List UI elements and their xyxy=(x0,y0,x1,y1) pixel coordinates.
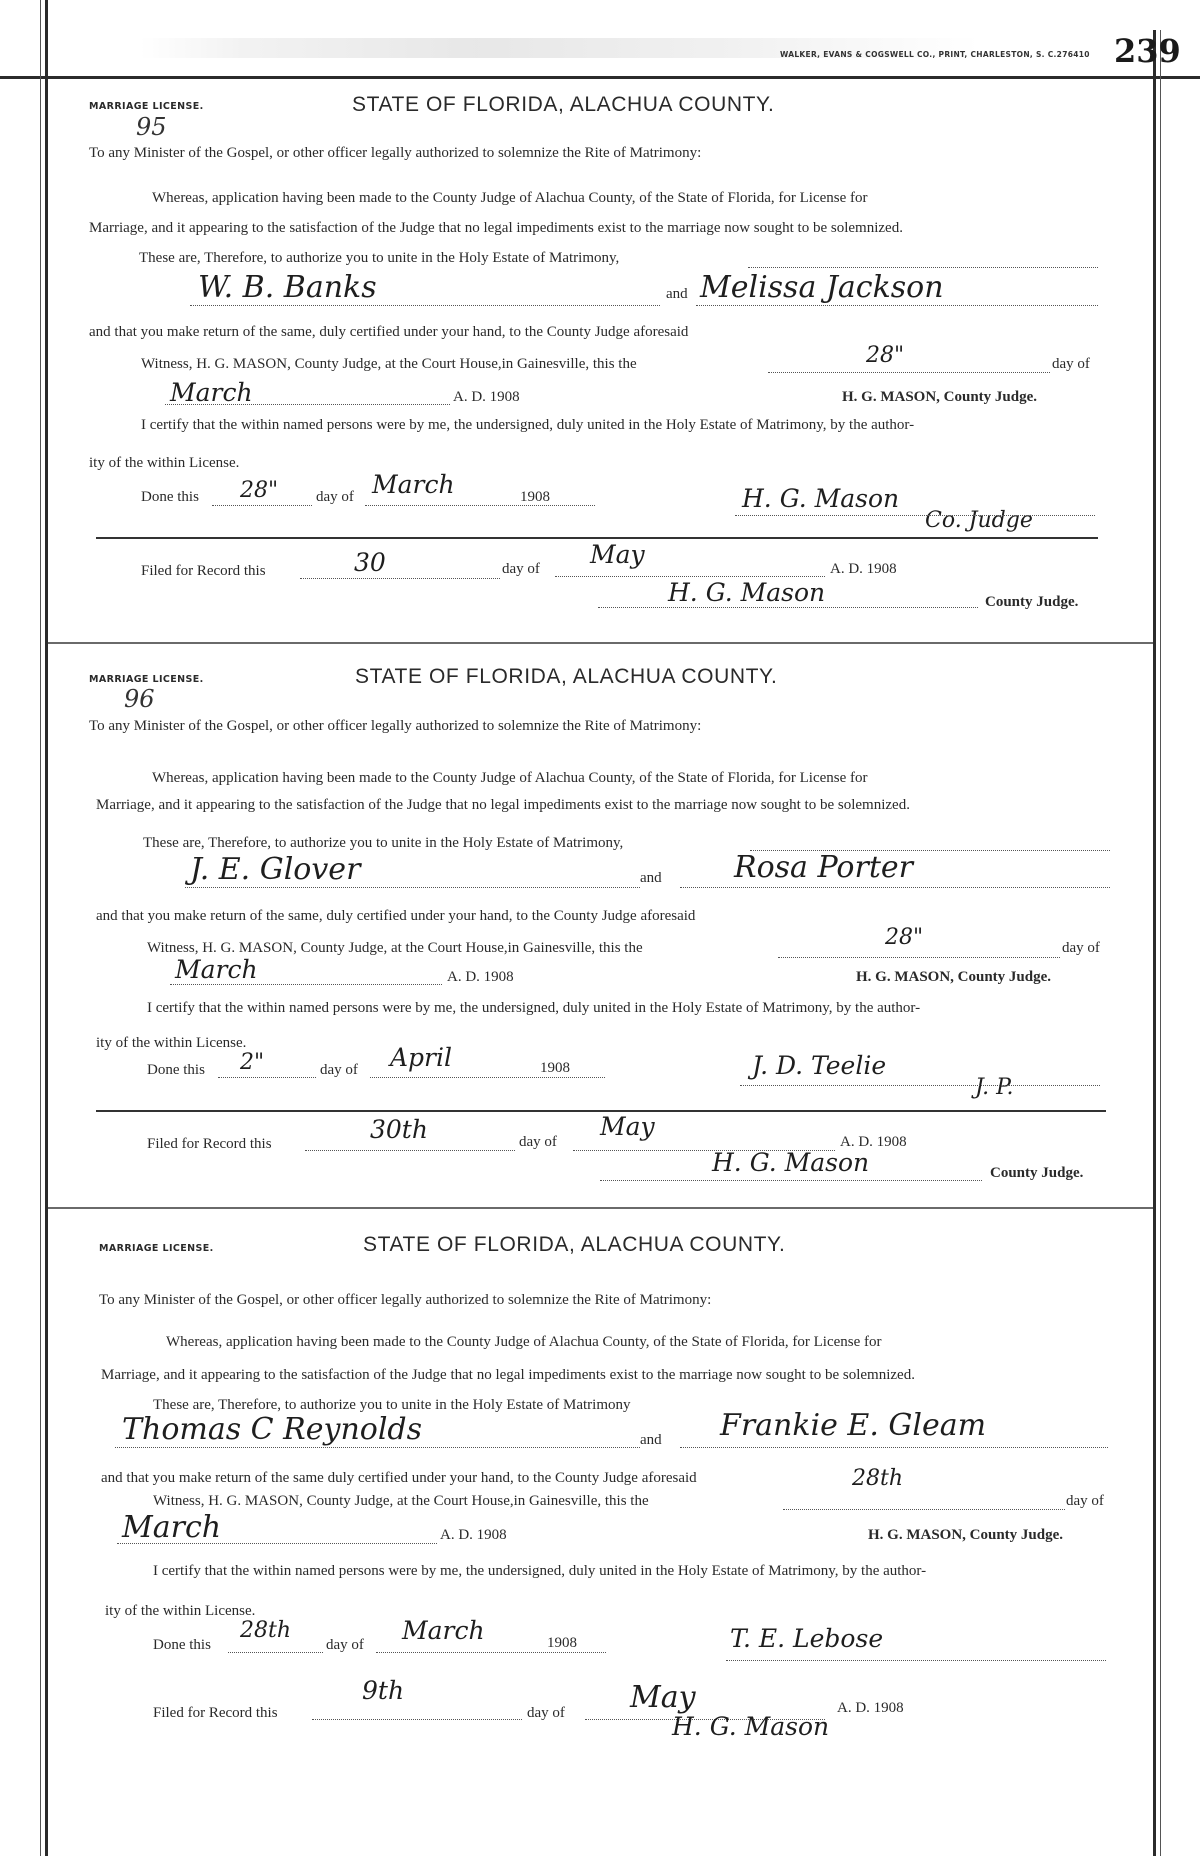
fill-line xyxy=(165,404,450,405)
and-word: and xyxy=(640,870,662,886)
done-day-of-label: day of xyxy=(320,1062,358,1078)
done-year: 1908 xyxy=(520,489,550,505)
fill-line xyxy=(598,607,978,608)
left-rule xyxy=(45,0,48,1856)
done-month: March xyxy=(402,1616,485,1645)
filed-month: May xyxy=(590,540,645,569)
state-title: STATE OF FLORIDA, ALACHUA COUNTY. xyxy=(363,1233,786,1256)
fill-line xyxy=(370,1077,605,1078)
filed-signature: H. G. Mason xyxy=(672,1712,830,1741)
fill-line xyxy=(680,887,1110,888)
filed-day-of-label: day of xyxy=(527,1705,565,1721)
county-judge-suffix: County Judge. xyxy=(985,594,1079,610)
filed-month: May xyxy=(600,1112,655,1141)
bride-name: Rosa Porter xyxy=(734,850,913,885)
fill-line xyxy=(726,1660,1106,1661)
day-of-label: day of xyxy=(1062,940,1100,956)
fill-line xyxy=(117,1543,437,1544)
address-line: To any Minister of the Gospel, or other officer legally authorized to solemnize the Rite of Matrimony: xyxy=(89,145,702,161)
done-day: 28" xyxy=(240,478,279,503)
whereas-line-1: Whereas, application having been made to the County Judge of Alachua County, of the State of Florida, for License for xyxy=(166,1334,882,1350)
printer-imprint: WALKER, EVANS & COGSWELL CO., PRINT, CHARLESTON, S. C.276410 xyxy=(780,50,1090,59)
done-this-label: Done this xyxy=(153,1637,211,1653)
license-label: MARRIAGE LICENSE. xyxy=(89,101,204,112)
fill-line xyxy=(185,887,640,888)
done-day: 2" xyxy=(240,1050,265,1075)
fill-line xyxy=(600,1180,982,1181)
county-judge-label: H. G. MASON, County Judge. xyxy=(842,389,1038,405)
left-rule-thin xyxy=(40,0,41,1856)
state-title: STATE OF FLORIDA, ALACHUA COUNTY. xyxy=(355,665,778,688)
filed-ad: A. D. 1908 xyxy=(830,561,897,577)
fill-line xyxy=(300,578,500,579)
fill-line xyxy=(696,305,1098,306)
filed-day-of-label: day of xyxy=(502,561,540,577)
certify-line-1: I certify that the within named persons were by me, the undersigned, duly united in the Holy Estate of Matrimony, by the author- xyxy=(141,417,915,433)
witness-month: March xyxy=(170,378,253,407)
these-are-line: These are, Therefore, to authorize you to unite in the Holy Estate of Matrimony, xyxy=(143,835,624,851)
return-line: and that you make return of the same, duly certified under your hand, to the County Judge aforesaid xyxy=(96,908,696,924)
whereas-line-2: Marriage, and it appearing to the satisfaction of the Judge that no legal impediments exist to the marriage now sought to be solemnized. xyxy=(89,220,903,236)
address-line: To any Minister of the Gospel, or other officer legally authorized to solemnize the Rite of Matrimony: xyxy=(99,1292,712,1308)
filed-signature: H. G. Mason xyxy=(712,1148,870,1177)
done-this-label: Done this xyxy=(147,1062,205,1078)
fill-line xyxy=(778,957,1060,958)
top-rule xyxy=(0,76,1200,79)
filed-ad: A. D. 1908 xyxy=(840,1134,907,1150)
return-line: and that you make return of the same duly certified under your hand, to the County Judge aforesaid xyxy=(101,1470,697,1486)
filed-label: Filed for Record this xyxy=(141,563,266,579)
filed-day: 30 xyxy=(354,548,386,577)
done-month: March xyxy=(372,470,455,499)
whereas-line-2: Marriage, and it appearing to the satisfaction of the Judge that no legal impediments exist to the marriage now sought to be solemnized. xyxy=(96,797,910,813)
fill-line xyxy=(555,576,825,577)
done-day-of-label: day of xyxy=(316,489,354,505)
ad-year: A. D. 1908 xyxy=(440,1527,507,1543)
county-judge-label: H. G. MASON, County Judge. xyxy=(856,969,1052,985)
right-rule-thin xyxy=(1160,30,1161,1856)
license-label: MARRIAGE LICENSE. xyxy=(89,674,204,685)
fill-line xyxy=(365,505,595,506)
fill-line xyxy=(783,1509,1065,1510)
whereas-line-1: Whereas, application having been made to the County Judge of Alachua County, of the State of Florida, for License for xyxy=(152,190,868,206)
section-divider xyxy=(48,642,1153,644)
witness-line: Witness, H. G. MASON, County Judge, at the Court House,in Gainesville, this the xyxy=(147,940,643,956)
license-number: 96 xyxy=(124,685,155,713)
fill-line xyxy=(740,1085,1100,1086)
bride-name: Melissa Jackson xyxy=(700,270,944,305)
fill-line xyxy=(376,1652,606,1653)
right-rule xyxy=(1153,30,1156,1856)
witness-line: Witness, H. G. MASON, County Judge, at the Court House,in Gainesville, this the xyxy=(141,356,637,372)
license-label: MARRIAGE LICENSE. xyxy=(99,1243,214,1254)
certify-line-2: ity of the within License. xyxy=(96,1035,247,1051)
done-month: April xyxy=(390,1043,452,1072)
done-day: 28th xyxy=(240,1618,292,1643)
witness-day: 28" xyxy=(885,925,924,950)
witness-line: Witness, H. G. MASON, County Judge, at the Court House,in Gainesville, this the xyxy=(153,1493,649,1509)
officiant-title: J. P. xyxy=(975,1075,1014,1100)
these-are-line: These are, Therefore, to authorize you to unite in the Holy Estate of Matrimony, xyxy=(139,250,620,266)
witness-month: March xyxy=(175,955,258,984)
whereas-line-2: Marriage, and it appearing to the satisfaction of the Judge that no legal impediments exist to the marriage now sought to be solemnized. xyxy=(101,1367,915,1383)
certify-line-1: I certify that the within named persons were by me, the undersigned, duly united in the Holy Estate of Matrimony, by the author- xyxy=(147,1000,921,1016)
fill-line xyxy=(768,372,1050,373)
day-of-label: day of xyxy=(1052,356,1090,372)
filed-month: May xyxy=(630,1680,696,1715)
and-word: and xyxy=(640,1432,662,1448)
officiant-signature: J. D. Teelie xyxy=(752,1051,887,1080)
fill-line xyxy=(735,515,1095,516)
fill-line xyxy=(305,1150,515,1151)
fill-line xyxy=(190,305,660,306)
witness-day: 28" xyxy=(866,343,905,368)
filed-signature: H. G. Mason xyxy=(668,578,826,607)
fill-line xyxy=(212,505,312,506)
fill-line xyxy=(680,1447,1108,1448)
state-title: STATE OF FLORIDA, ALACHUA COUNTY. xyxy=(352,93,775,116)
fill-line xyxy=(748,267,1098,268)
return-line: and that you make return of the same, duly certified under your hand, to the County Judge aforesaid xyxy=(89,324,689,340)
groom-name: W. B. Banks xyxy=(198,270,377,305)
fill-line xyxy=(312,1719,522,1720)
certify-line-2: ity of the within License. xyxy=(105,1603,256,1619)
ad-year: A. D. 1908 xyxy=(447,969,514,985)
county-judge-label: H. G. MASON, County Judge. xyxy=(868,1527,1064,1543)
filed-day: 9th xyxy=(362,1676,405,1705)
filed-label: Filed for Record this xyxy=(153,1705,278,1721)
filed-ad: A. D. 1908 xyxy=(837,1700,904,1716)
certify-line-1: I certify that the within named persons were by me, the undersigned, duly united in the Holy Estate of Matrimony, by the author- xyxy=(153,1563,927,1579)
officiant-signature: H. G. Mason xyxy=(742,484,900,513)
officiant-signature: T. E. Lebose xyxy=(730,1624,884,1653)
these-are-line: These are, Therefore, to authorize you to unite in the Holy Estate of Matrimony xyxy=(153,1397,631,1413)
filed-day-of-label: day of xyxy=(519,1134,557,1150)
filed-day: 30th xyxy=(370,1115,428,1144)
page-number: 239 xyxy=(1114,32,1181,70)
whereas-line-1: Whereas, application having been made to the County Judge of Alachua County, of the State of Florida, for License for xyxy=(152,770,868,786)
fill-line xyxy=(218,1077,316,1078)
fill-line xyxy=(115,1447,640,1448)
done-this-label: Done this xyxy=(141,489,199,505)
groom-name: J. E. Glover xyxy=(190,852,361,887)
address-line: To any Minister of the Gospel, or other officer legally authorized to solemnize the Rite of Matrimony: xyxy=(89,718,702,734)
and-word: and xyxy=(666,286,688,302)
ad-year: A. D. 1908 xyxy=(453,389,520,405)
fill-line xyxy=(228,1652,323,1653)
done-year: 1908 xyxy=(540,1060,570,1076)
officiant-title: Co. Judge xyxy=(925,508,1033,533)
county-judge-suffix: County Judge. xyxy=(990,1165,1084,1181)
witness-day: 28th xyxy=(852,1466,904,1491)
license-number: 95 xyxy=(136,113,167,141)
section-divider xyxy=(48,1207,1153,1209)
record-rule xyxy=(96,537,1098,539)
groom-name: Thomas C Reynolds xyxy=(122,1412,423,1447)
done-year: 1908 xyxy=(547,1635,577,1651)
filed-label: Filed for Record this xyxy=(147,1136,272,1152)
bride-name: Frankie E. Gleam xyxy=(720,1408,987,1443)
certify-line-2: ity of the within License. xyxy=(89,455,240,471)
fill-line xyxy=(170,984,442,985)
day-of-label: day of xyxy=(1066,1493,1104,1509)
done-day-of-label: day of xyxy=(326,1637,364,1653)
witness-month: March xyxy=(122,1510,222,1545)
